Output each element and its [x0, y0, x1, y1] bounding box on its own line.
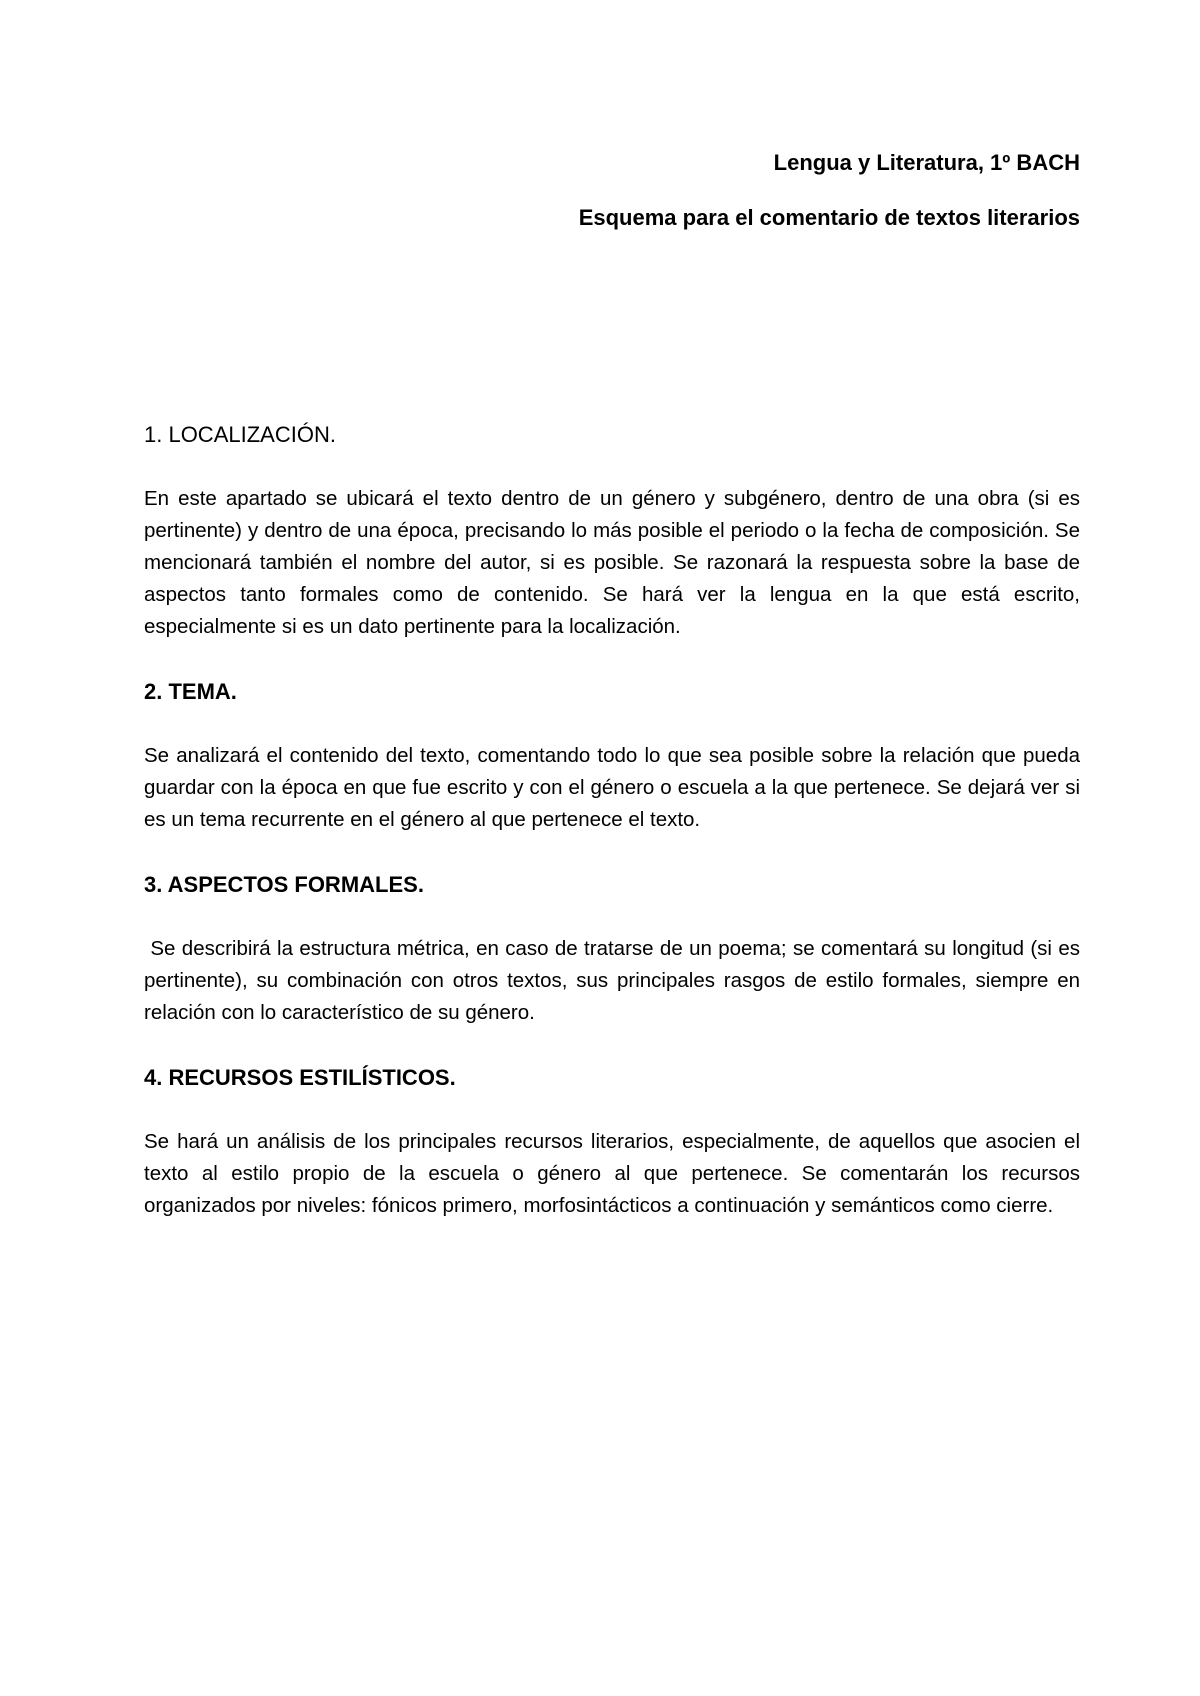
section-body: En este apartado se ubicará el texto dentro de un género y subgénero, dentro de una obra (si es pertinente) y dentro de una época, precisando lo más posible el periodo o la fecha de composición. Se mencionará también el nombre del autor, si es posible. Se razonará la respuesta sobre la base de aspectos tanto formales como de contenido. Se hará ver la lengua en la que está escrito, especialmente si es un dato pertinente para la localización. [144, 487, 1080, 638]
section-heading: 1. LOCALIZACIÓN. [144, 422, 336, 447]
course-header: Lengua y Literatura, 1º BACH [773, 150, 1080, 175]
section-body: Se analizará el contenido del texto, comentando todo lo que sea posible sobre la relación que pueda guardar con la época en que fue escrito y con el género o escuela a la que pertenece. Se dejará ver si es un tema recurrente en el género al que pertenece el texto. [144, 744, 1080, 831]
section-aspectos-formales [144, 870, 1086, 1029]
section-body: Se describirá la estructura métrica, en caso de tratarse de un poema; se comentará su longitud (si es pertinente), su combinación con otros textos, sus principales rasgos de estilo formales, siempre en relación con lo característico de su género. [144, 937, 1086, 1024]
document-content [144, 420, 1086, 1256]
document-title: Esquema para el comentario de textos literarios [578, 205, 1080, 230]
section-body: Se hará un análisis de los principales recursos literarios, especialmente, de aquellos que asocien el texto al estilo propio de la escuela o género al que pertenece. Se comentarán los recursos organizados por niveles: fónicos primero, morfosintácticos a continuación y semánticos como cierre. [144, 1130, 1080, 1217]
section-localizacion [144, 420, 1080, 643]
section-heading: 4. RECURSOS ESTILÍSTICOS. [144, 1065, 456, 1090]
section-tema [144, 677, 1080, 836]
section-heading: 2. TEMA. [144, 679, 237, 704]
section-recursos-estilisticos [144, 1063, 1080, 1222]
section-heading: 3. ASPECTOS FORMALES. [144, 872, 424, 897]
